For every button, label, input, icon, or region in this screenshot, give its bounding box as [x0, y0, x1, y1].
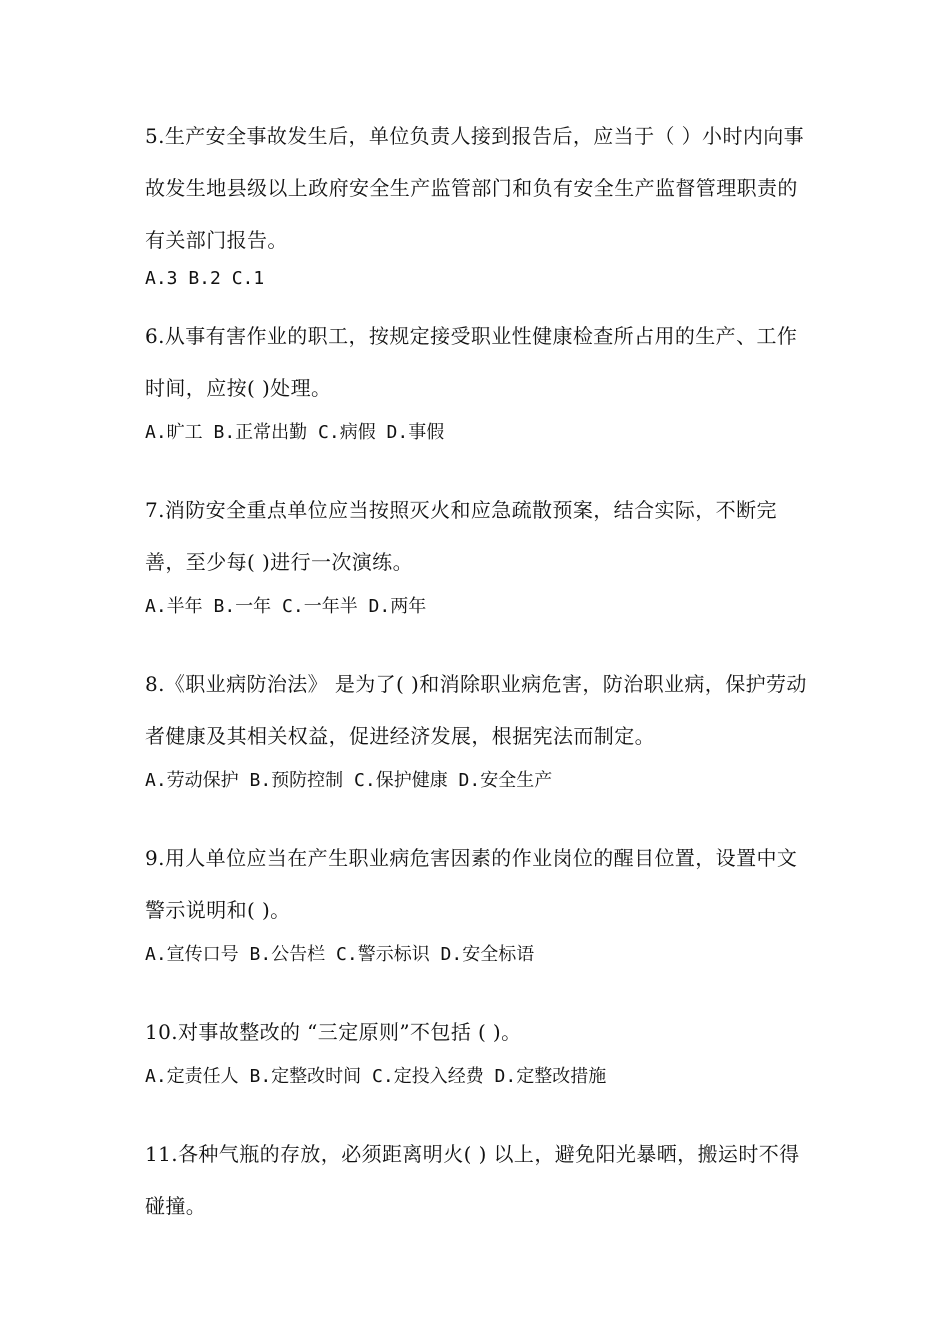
question-8-options: A.劳动保护 B.预防控制 C.保护健康 D.安全生产	[145, 770, 553, 791]
question-5	[145, 110, 815, 292]
question-6-text: 6.从事有害作业的职工，按规定接受职业性健康检查所占用的生产、工作时间，应按( )处理。	[145, 324, 798, 400]
question-5-options: A.3 B.2 C.1	[145, 268, 265, 289]
question-5-text: 5.生产安全事故发生后，单位负责人接到报告后，应当于（ ）小时内向事故发生地县级以上政府安全生产监管部门和负有安全生产监督管理职责的有关部门报告。	[145, 124, 805, 252]
question-8	[145, 658, 815, 794]
question-9-text: 9.用人单位应当在产生职业病危害因素的作业岗位的醒目位置，设置中文警示说明和( )。	[145, 846, 798, 922]
question-10	[145, 1006, 815, 1090]
question-7-text: 7.消防安全重点单位应当按照灭火和应急疏散预案，结合实际，不断完善，至少每( )进行一次演练。	[145, 498, 777, 574]
question-11-text: 11.各种气瓶的存放，必须距离明火( ) 以上，避免阳光暴晒，搬运时不得碰撞。	[145, 1142, 800, 1218]
question-9	[145, 832, 815, 968]
question-11	[145, 1128, 815, 1232]
question-8-text: 8.《职业病防治法》 是为了( )和消除职业病危害，防治职业病，保护劳动者健康及其相关权益，促进经济发展，根据宪法而制定。	[145, 672, 807, 748]
question-9-options: A.宣传口号 B.公告栏 C.警示标识 D.安全标语	[145, 944, 535, 965]
question-6	[145, 310, 815, 446]
question-7-options: A.半年 B.一年 C.一年半 D.两年	[145, 596, 427, 617]
question-10-text: 10.对事故整改的 “三定原则”不包括 ( )。	[145, 1020, 522, 1044]
question-7	[145, 484, 815, 620]
question-10-options: A.定责任人 B.定整改时间 C.定投入经费 D.定整改措施	[145, 1066, 607, 1087]
question-6-options: A.旷工 B.正常出勤 C.病假 D.事假	[145, 422, 445, 443]
